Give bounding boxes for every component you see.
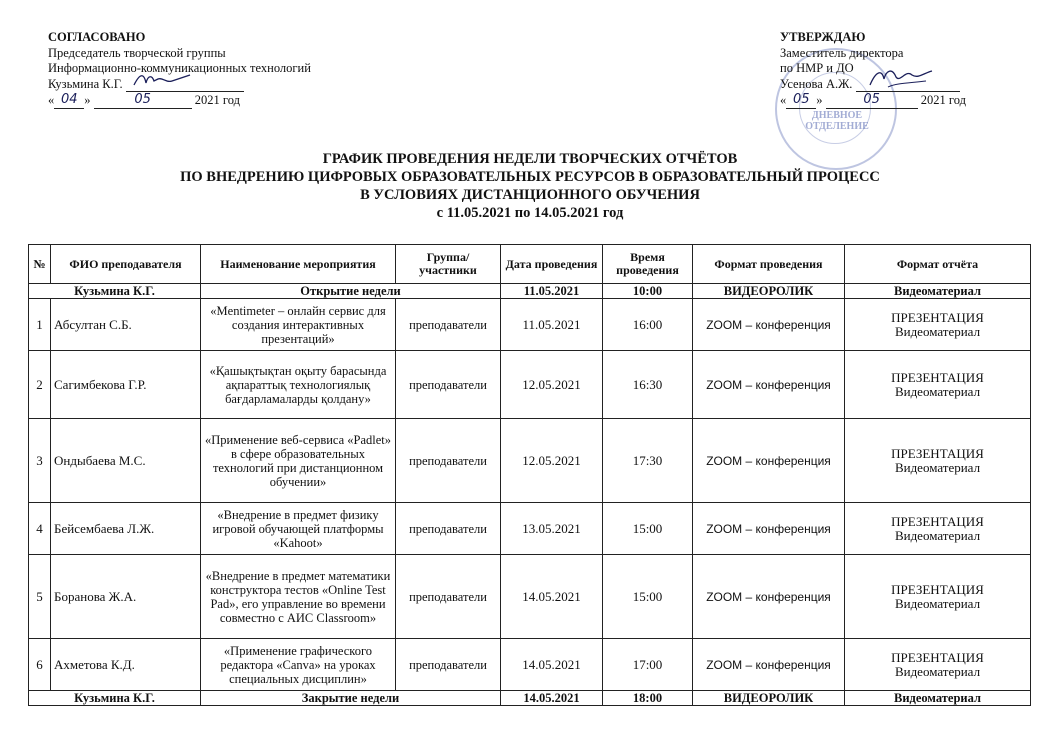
quote-open: « bbox=[48, 93, 55, 107]
row-report bbox=[845, 299, 1031, 351]
approval-left-header: СОГЛАСОВАНО bbox=[48, 30, 146, 44]
date-day-right-value: 05 bbox=[792, 92, 810, 107]
row-num: 3 bbox=[29, 419, 51, 503]
stamp-text: ДНЕВНОЕ ОТДЕЛЕНИЕ bbox=[805, 110, 869, 132]
row-format: ZOOM – конференция bbox=[693, 639, 845, 691]
closing-event: Закрытие недели bbox=[201, 691, 501, 706]
title-line-3: В УСЛОВИЯХ ДИСТАНЦИОННОГО ОБУЧЕНИЯ bbox=[360, 187, 700, 203]
row-date: 13.05.2021 bbox=[501, 503, 603, 555]
title-date-range: с 11.05.2021 по 14.05.2021 год bbox=[436, 205, 624, 221]
closing-teacher: Кузьмина К.Г. bbox=[29, 691, 201, 706]
header-report: Формат отчёта bbox=[845, 245, 1031, 284]
row-time: 15:00 bbox=[603, 503, 693, 555]
date-day-left bbox=[54, 92, 84, 109]
row-group: преподаватели bbox=[396, 503, 501, 555]
signature-right-icon bbox=[866, 65, 936, 91]
report-video: Видеоматериал bbox=[894, 459, 981, 475]
row-num: 5 bbox=[29, 555, 51, 639]
date-day-right bbox=[786, 92, 816, 109]
title-line-1: ГРАФИК ПРОВЕДЕНИЯ НЕДЕЛИ ТВОРЧЕСКИХ ОТЧЁТОВ bbox=[322, 151, 738, 167]
report-presentation: ПРЕЗЕНТАЦИЯ bbox=[891, 369, 984, 385]
row-group: преподаватели bbox=[396, 299, 501, 351]
row-time: 17:00 bbox=[603, 639, 693, 691]
date-day-left-value: 04 bbox=[60, 92, 78, 107]
row-group: преподаватели bbox=[396, 419, 501, 503]
table-row bbox=[29, 555, 1031, 639]
report-video: Видеоматериал bbox=[894, 663, 981, 679]
table-row bbox=[29, 639, 1031, 691]
row-report bbox=[845, 503, 1031, 555]
row-format: ZOOM – конференция bbox=[693, 351, 845, 419]
row-format: ZOOM – конференция bbox=[693, 299, 845, 351]
row-event: «Применение веб-сервиса «Padlet» в сфере образовательных технологий при дистанционном обучении» bbox=[201, 419, 396, 503]
row-date: 14.05.2021 bbox=[501, 555, 603, 639]
row-report bbox=[845, 419, 1031, 503]
quote-close: » bbox=[816, 93, 823, 107]
row-teacher: Ахметова К.Д. bbox=[51, 639, 201, 691]
header-event: Наименование мероприятия bbox=[201, 245, 396, 284]
opening-date: 11.05.2021 bbox=[501, 284, 603, 299]
date-month-left bbox=[94, 92, 192, 109]
approval-right-position: Заместитель директора bbox=[780, 45, 904, 60]
header-format: Формат проведения bbox=[693, 245, 845, 284]
closing-report: Видеоматериал bbox=[845, 691, 1031, 706]
opening-event: Открытие недели bbox=[201, 284, 501, 299]
approval-left-position: Председатель творческой группы bbox=[48, 45, 226, 60]
date-month-left-value: 05 bbox=[134, 92, 151, 107]
row-num: 4 bbox=[29, 503, 51, 555]
approval-right-header: УТВЕРЖДАЮ bbox=[780, 30, 866, 44]
row-time: 15:00 bbox=[603, 555, 693, 639]
row-format: ZOOM – конференция bbox=[693, 503, 845, 555]
row-date: 12.05.2021 bbox=[501, 419, 603, 503]
opening-time: 10:00 bbox=[603, 284, 693, 299]
closing-date: 14.05.2021 bbox=[501, 691, 603, 706]
row-format: ZOOM – конференция bbox=[693, 555, 845, 639]
row-teacher: Бейсембаева Л.Ж. bbox=[51, 503, 201, 555]
row-group: преподаватели bbox=[396, 555, 501, 639]
row-time: 16:30 bbox=[603, 351, 693, 419]
schedule-table bbox=[28, 244, 1031, 706]
report-presentation: ПРЕЗЕНТАЦИЯ bbox=[891, 309, 984, 325]
row-date: 14.05.2021 bbox=[501, 639, 603, 691]
quote-close: » bbox=[84, 93, 91, 107]
opening-row bbox=[29, 284, 1031, 299]
table-row bbox=[29, 419, 1031, 503]
row-num: 6 bbox=[29, 639, 51, 691]
row-group: преподаватели bbox=[396, 639, 501, 691]
report-presentation: ПРЕЗЕНТАЦИЯ bbox=[891, 649, 984, 665]
table-row bbox=[29, 299, 1031, 351]
report-presentation: ПРЕЗЕНТАЦИЯ bbox=[891, 581, 984, 597]
date-month-right-value: 05 bbox=[863, 92, 880, 107]
header-time: Время проведения bbox=[603, 245, 693, 284]
row-teacher: Ондыбаева М.С. bbox=[51, 419, 201, 503]
date-year-right: 2021 год bbox=[920, 93, 966, 107]
report-video: Видеоматериал bbox=[894, 383, 981, 399]
row-event: «Применение графического редактора «Canva» на уроках специальных дисциплин» bbox=[201, 639, 396, 691]
header-teacher: ФИО преподавателя bbox=[51, 245, 201, 284]
row-time: 16:00 bbox=[603, 299, 693, 351]
row-report bbox=[845, 555, 1031, 639]
row-date: 11.05.2021 bbox=[501, 299, 603, 351]
signature-line-left bbox=[126, 79, 244, 92]
row-date: 12.05.2021 bbox=[501, 351, 603, 419]
approval-left-name: Кузьмина К.Г. bbox=[48, 76, 123, 91]
row-event: «Внедрение в предмет математики конструктора тестов «Online Test Pad», его управление во времени совместно с АИС Classroom» bbox=[201, 555, 396, 639]
report-presentation: ПРЕЗЕНТАЦИЯ bbox=[891, 445, 984, 461]
closing-format: ВИДЕОРОЛИК bbox=[693, 691, 845, 706]
row-num: 1 bbox=[29, 299, 51, 351]
approval-right-date-row bbox=[780, 92, 1030, 109]
row-group: преподаватели bbox=[396, 351, 501, 419]
row-report bbox=[845, 351, 1031, 419]
approval-block-right bbox=[780, 30, 1030, 109]
report-presentation: ПРЕЗЕНТАЦИЯ bbox=[891, 513, 984, 529]
opening-format: ВИДЕОРОЛИК bbox=[693, 284, 845, 299]
document-title bbox=[0, 150, 1060, 222]
table-row bbox=[29, 503, 1031, 555]
report-video: Видеоматериал bbox=[894, 323, 981, 339]
row-event: «Қашықтықтан оқыту барасында ақпараттық технологиялық бағдарламаларды қолдану» bbox=[201, 351, 396, 419]
row-format: ZOOM – конференция bbox=[693, 419, 845, 503]
row-teacher: Абсултан С.Б. bbox=[51, 299, 201, 351]
approval-left-date-row bbox=[48, 92, 428, 109]
closing-time: 18:00 bbox=[603, 691, 693, 706]
header-group: Группа/ участники bbox=[396, 245, 501, 284]
opening-report: Видеоматериал bbox=[845, 284, 1031, 299]
report-video: Видеоматериал bbox=[894, 595, 981, 611]
row-report bbox=[845, 639, 1031, 691]
quote-open: « bbox=[780, 93, 787, 107]
row-time: 17:30 bbox=[603, 419, 693, 503]
header-date: Дата проведения bbox=[501, 245, 603, 284]
header-num: № bbox=[29, 245, 51, 284]
report-video: Видеоматериал bbox=[894, 527, 981, 543]
signature-left-icon bbox=[132, 71, 192, 91]
approval-left-department: Информационно-коммуникационных технологий bbox=[48, 61, 311, 75]
closing-row bbox=[29, 691, 1031, 706]
approval-right-name-row bbox=[780, 77, 1030, 93]
signature-line-right bbox=[856, 79, 960, 92]
approval-right-name: Усенова А.Ж. bbox=[780, 76, 853, 91]
row-teacher: Сагимбекова Г.Р. bbox=[51, 351, 201, 419]
approval-left-name-row bbox=[48, 77, 428, 93]
row-num: 2 bbox=[29, 351, 51, 419]
row-teacher: Боранова Ж.А. bbox=[51, 555, 201, 639]
date-year-left: 2021 год bbox=[194, 93, 240, 107]
title-line-2: ПО ВНЕДРЕНИЮ ЦИФРОВЫХ ОБРАЗОВАТЕЛЬНЫХ РЕСУРСОВ В ОБРАЗОВАТЕЛЬНЫЙ ПРОЦЕСС bbox=[180, 169, 880, 185]
table-header-row bbox=[29, 245, 1031, 284]
table-row bbox=[29, 351, 1031, 419]
approval-block-left bbox=[48, 30, 428, 109]
date-month-right bbox=[826, 92, 918, 109]
row-event: «Mentimeter – онлайн сервис для создания интерактивных презентаций» bbox=[201, 299, 396, 351]
opening-teacher: Кузьмина К.Г. bbox=[29, 284, 201, 299]
row-event: «Внедрение в предмет физику игровой обучающей платформы «Kahoot» bbox=[201, 503, 396, 555]
approval-right-department: по НМР и ДО bbox=[780, 61, 854, 75]
